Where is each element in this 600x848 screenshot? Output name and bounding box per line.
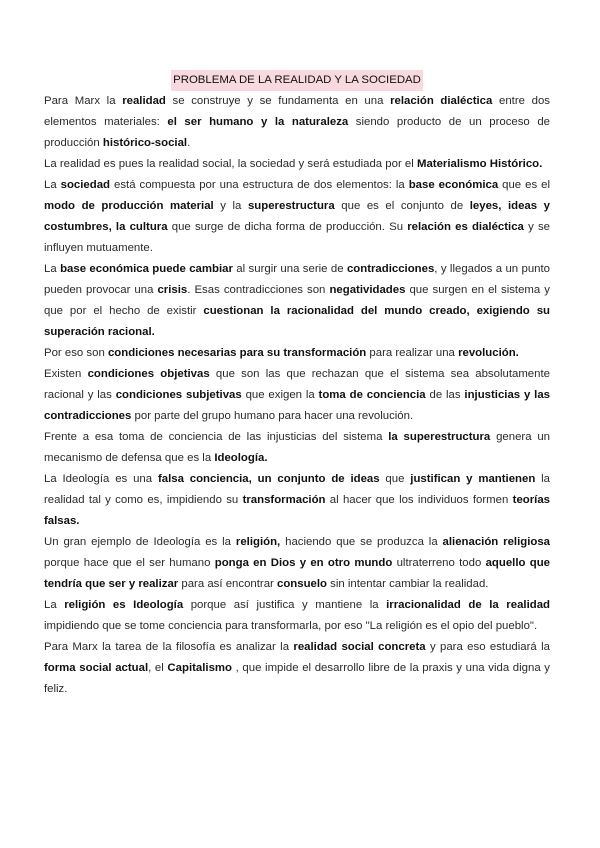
paragraph bbox=[44, 343, 550, 364]
bold-text: relación dialéctica bbox=[390, 95, 493, 107]
text-run: La Ideología es una bbox=[44, 473, 158, 485]
document-body bbox=[44, 91, 550, 700]
bold-text: base económica puede cambiar bbox=[60, 263, 233, 275]
document-title: PROBLEMA DE LA REALIDAD Y LA SOCIEDAD bbox=[171, 70, 423, 91]
text-run: . bbox=[187, 137, 191, 149]
text-run: porque así justifica y mantiene la bbox=[183, 599, 387, 611]
text-run: que surge de dicha forma de producción. Su bbox=[167, 221, 408, 233]
bold-text: la superestructura bbox=[388, 431, 491, 443]
text-run: que son las que rechazan que el sistema sea absolutamente racional y las bbox=[44, 368, 550, 401]
text-run: al surgir una serie de bbox=[232, 263, 347, 275]
paragraph bbox=[44, 175, 550, 259]
text-run: y para eso estudiará la bbox=[425, 641, 550, 653]
paragraph bbox=[44, 532, 550, 595]
bold-text: el ser humano y la naturaleza bbox=[167, 116, 349, 128]
bold-text: crisis bbox=[157, 284, 188, 296]
text-run: haciendo que se produzca la bbox=[280, 536, 443, 548]
text-run: que es el bbox=[498, 179, 550, 191]
text-run: al hacer que los individuos formen bbox=[325, 494, 513, 506]
bold-text: base económica bbox=[408, 179, 499, 191]
paragraph bbox=[44, 91, 550, 154]
text-run: entre dos elementos materiales: bbox=[44, 95, 550, 128]
bold-text: modo de producción material bbox=[44, 200, 214, 212]
paragraph bbox=[44, 259, 550, 343]
text-run: que es el conjunto de bbox=[334, 200, 470, 212]
text-run: está compuesta por una estructura de dos elementos: la bbox=[110, 179, 409, 191]
text-run: Por eso son bbox=[44, 347, 108, 359]
paragraph bbox=[44, 364, 550, 427]
paragraph bbox=[44, 427, 550, 469]
text-run: Frente a esa toma de conciencia de las injusticias del sistema bbox=[44, 431, 389, 443]
text-run: La bbox=[44, 179, 61, 191]
text-run: Para Marx la tarea de la filosofía es analizar la bbox=[44, 641, 294, 653]
bold-text: forma social actual bbox=[44, 662, 149, 674]
bold-text: contradicciones bbox=[346, 263, 435, 275]
bold-text: Materialismo Histórico. bbox=[416, 158, 543, 170]
text-run: por parte del grupo humano para hacer una revolución. bbox=[131, 410, 414, 422]
text-run: Para Marx la bbox=[44, 95, 123, 107]
bold-text: consuelo bbox=[277, 578, 328, 590]
bold-text: sociedad bbox=[60, 179, 111, 191]
text-run: La realidad es pues la realidad social, la sociedad y será estudiada por el bbox=[44, 158, 417, 170]
text-run: de las bbox=[425, 389, 465, 401]
text-run: siendo producto de un proceso de producción bbox=[44, 116, 550, 149]
bold-text: justifican y mantienen bbox=[410, 473, 536, 485]
text-run: y se influyen mutuamente. bbox=[44, 221, 550, 254]
title-row bbox=[44, 70, 550, 91]
text-run: , que impide el desarrollo libre de la praxis y una vida digna y feliz. bbox=[44, 662, 550, 695]
paragraph bbox=[44, 154, 550, 175]
text-run: genera un mecanismo de defensa que es la bbox=[44, 431, 551, 464]
text-run: porque hace que el ser humano bbox=[44, 557, 215, 569]
bold-text: Capitalismo bbox=[167, 662, 232, 674]
text-run: la realidad tal y como es, impidiendo su bbox=[44, 473, 551, 506]
text-run: Existen bbox=[44, 368, 88, 380]
bold-text: realidad bbox=[122, 95, 166, 107]
bold-text: transformación bbox=[242, 494, 326, 506]
bold-text: teorías falsas. bbox=[44, 494, 551, 527]
text-run: impidiendo que se tome conciencia para transformarla, por eso "La religión es el opio del pueblo". bbox=[44, 620, 538, 632]
bold-text: condiciones subjetivas bbox=[115, 389, 242, 401]
document-page bbox=[44, 70, 550, 700]
text-run: que surgen en el sistema y que por el hecho de existir bbox=[44, 284, 550, 317]
text-run: para así encontrar bbox=[178, 578, 277, 590]
text-run: que bbox=[379, 473, 411, 485]
bold-text: relación es dialéctica bbox=[407, 221, 524, 233]
bold-text: cuestionan la racionalidad del mundo creado, exigiendo su superación racional. bbox=[44, 305, 550, 338]
bold-text: revolución. bbox=[458, 347, 519, 359]
text-run: , el bbox=[148, 662, 168, 674]
text-run: ultraterreno todo bbox=[392, 557, 486, 569]
bold-text: religión, bbox=[235, 536, 281, 548]
text-run: , y llegados a un punto pueden provocar una bbox=[44, 263, 551, 296]
bold-text: leyes, ideas y costumbres, la cultura bbox=[44, 200, 550, 233]
text-run: . Esas contradicciones son bbox=[187, 284, 330, 296]
bold-text: condiciones necesarias para su transformación bbox=[107, 347, 367, 359]
bold-text: aquello que tendría que ser y realizar bbox=[44, 557, 551, 590]
bold-text: ponga en Dios y en otro mundo bbox=[214, 557, 393, 569]
text-run: Un gran ejemplo de Ideología es la bbox=[44, 536, 236, 548]
bold-text: injusticias y las contradicciones bbox=[44, 389, 550, 422]
bold-text: irracionalidad de la realidad bbox=[386, 599, 550, 611]
bold-text: realidad social concreta bbox=[293, 641, 426, 653]
text-run: y la bbox=[213, 200, 248, 212]
text-run: La bbox=[44, 263, 61, 275]
text-run: que exigen la bbox=[241, 389, 319, 401]
bold-text: superestructura bbox=[247, 200, 335, 212]
bold-text: negatividades bbox=[329, 284, 406, 296]
text-run: La bbox=[44, 599, 65, 611]
bold-text: toma de conciencia bbox=[318, 389, 426, 401]
bold-text: religión es Ideología bbox=[64, 599, 184, 611]
text-run: se construye y se fundamenta en una bbox=[165, 95, 391, 107]
bold-text: Ideología. bbox=[214, 452, 268, 464]
paragraph bbox=[44, 469, 550, 532]
paragraph bbox=[44, 637, 550, 700]
bold-text: histórico-social bbox=[102, 137, 188, 149]
text-run: para realizar una bbox=[366, 347, 459, 359]
bold-text: alienación religiosa bbox=[442, 536, 550, 548]
bold-text: condiciones objetivas bbox=[87, 368, 210, 380]
paragraph bbox=[44, 595, 550, 637]
text-run: sin intentar cambiar la realidad. bbox=[327, 578, 489, 590]
bold-text: falsa conciencia, un conjunto de ideas bbox=[157, 473, 380, 485]
